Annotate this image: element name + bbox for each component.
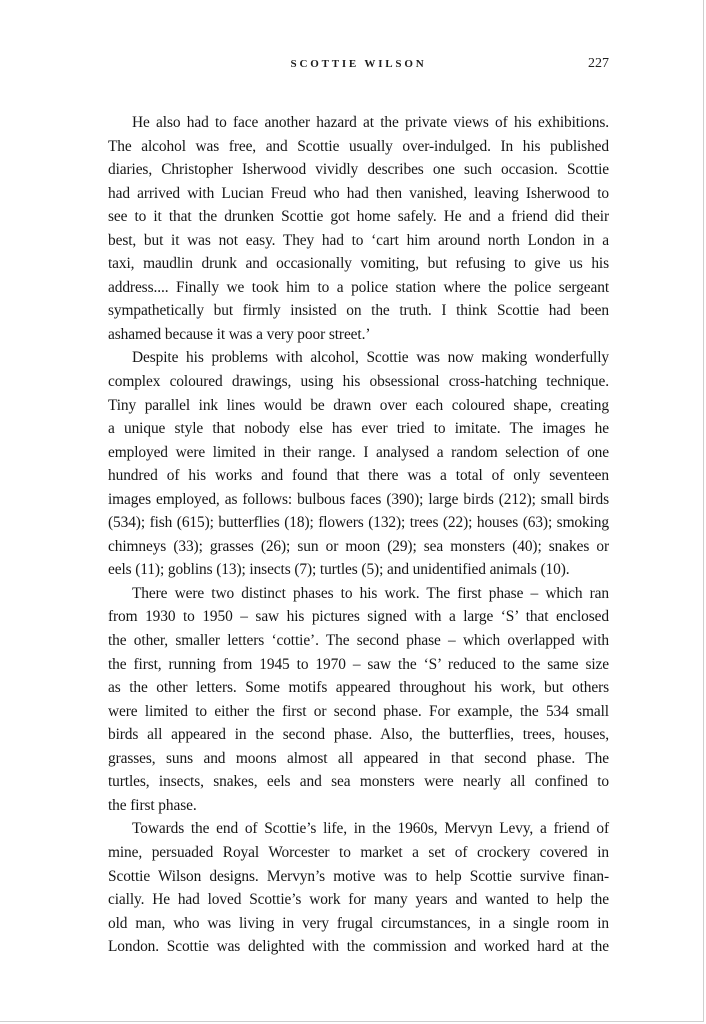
text-line: best, but it was not easy. They had to ‘cart him around north London in a	[108, 231, 609, 249]
text-line: see to it that the drunken Scottie got home safely. He and a friend did their	[108, 208, 609, 226]
text-line: The alcohol was free, and Scottie usually over-indulged. In his published	[108, 137, 609, 155]
text-line: Scottie Wilson designs. Mervyn’s motive was to help Scottie survive finan-	[108, 867, 609, 885]
running-title: SCOTTIE WILSON	[290, 58, 427, 70]
text-line: had arrived with Lucian Freud who had then vanished, leaving Isherwood to	[108, 184, 609, 202]
text-line: Towards the end of Scottie’s life, in the 1960s, Mervyn Levy, a friend of	[132, 820, 609, 838]
text-line: (534); fish (615); butterflies (18); flowers (132); trees (22); houses (63); smoking	[108, 514, 609, 532]
text-line: chimneys (33); grasses (26); sun or moon (29); sea monsters (40); snakes or	[108, 537, 609, 555]
text-line: a unique style that nobody else has ever tried to imitate. The images he	[108, 420, 609, 438]
text-line: cially. He had loved Scottie’s work for many years and wanted to help the	[108, 891, 609, 909]
text-line: old man, who was living in very frugal circumstances, in a single room in	[108, 914, 609, 932]
text-line: turtles, insects, snakes, eels and sea monsters were nearly all confined to	[108, 773, 609, 791]
text-line: ashamed because it was a very poor street.’	[108, 325, 371, 343]
body-text	[108, 111, 609, 959]
text-line: sympathetically but firmly insisted on the truth. I think Scottie had been	[108, 302, 609, 320]
text-line: employed were limited in their range. I analysed a random selection of one	[108, 443, 609, 461]
text-line: grasses, suns and moons almost all appeared in that second phase. The	[108, 749, 609, 767]
text-line: were limited to either the first or second phase. For example, the 534 small	[108, 702, 609, 720]
text-line: birds all appeared in the second phase. Also, the butterflies, trees, houses,	[108, 726, 609, 744]
text-line: mine, persuaded Royal Worcester to market a set of crockery covered in	[108, 843, 609, 861]
text-line: as the other letters. Some motifs appeared throughout his work, but others	[108, 679, 609, 697]
page-number: 227	[588, 56, 609, 71]
text-line: Tiny parallel ink lines would be drawn over each coloured shape, creating	[108, 396, 609, 414]
text-line: the first phase.	[108, 796, 197, 814]
running-head	[108, 58, 609, 78]
text-line: London. Scottie was delighted with the commission and worked hard at the	[108, 938, 609, 956]
text-line: There were two distinct phases to his work. The first phase – which ran	[132, 584, 609, 602]
text-line: taxi, maudlin drunk and occasionally vomiting, but refusing to give us his	[108, 255, 609, 273]
text-line: from 1930 to 1950 – saw his pictures signed with a large ‘S’ that enclosed	[108, 608, 609, 626]
text-line: images employed, as follows: bulbous faces (390); large birds (212); small birds	[108, 490, 609, 508]
text-line: address.... Finally we took him to a police station where the police sergeant	[108, 278, 609, 296]
text-line: eels (11); goblins (13); insects (7); turtles (5); and unidentified animals (10).	[108, 561, 570, 579]
text-line: the other, smaller letters ‘cottie’. The second phase – which overlapped with	[108, 632, 609, 650]
text-line: Despite his problems with alcohol, Scottie was now making wonderfully	[132, 349, 609, 367]
text-line: the first, running from 1945 to 1970 – saw the ‘S’ reduced to the same size	[108, 655, 609, 673]
text-line: diaries, Christopher Isherwood vividly describes one such occasion. Scottie	[108, 161, 609, 179]
text-line: hundred of his works and found that there was a total of only seventeen	[108, 467, 609, 485]
text-line: He also had to face another hazard at the private views of his exhibitions.	[132, 114, 609, 131]
text-line: complex coloured drawings, using his obsessional cross-hatching technique.	[108, 373, 609, 391]
